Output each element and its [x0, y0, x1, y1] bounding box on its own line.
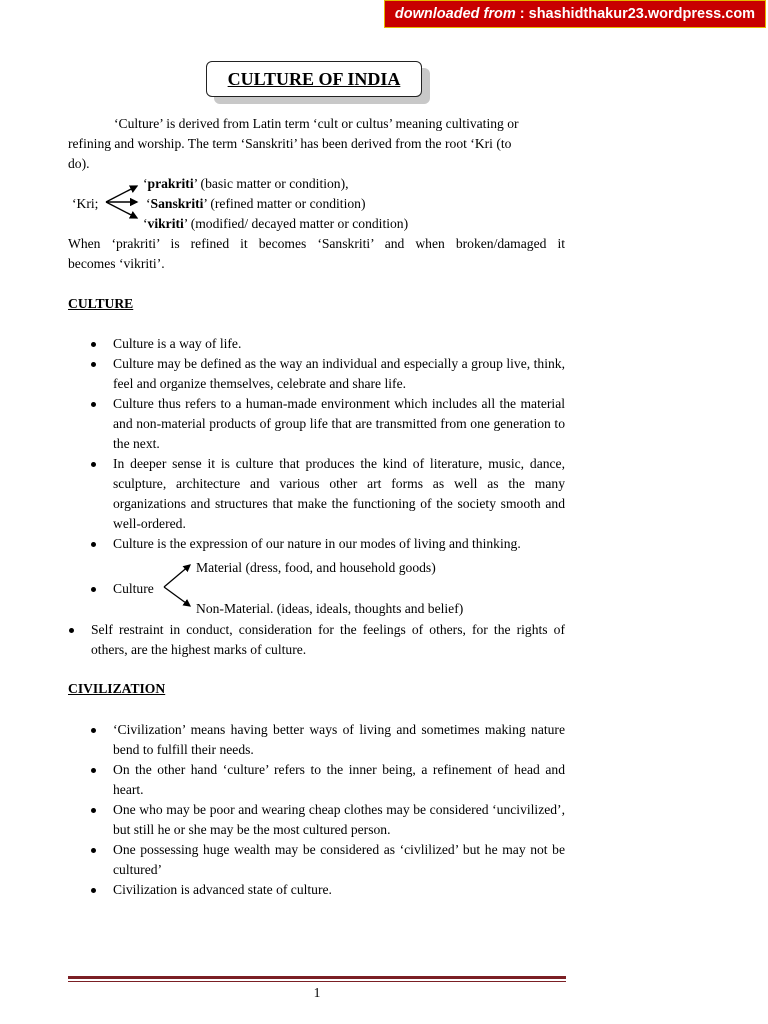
- list-item: [113, 720, 565, 760]
- banner-separator: :: [515, 6, 529, 22]
- banner-label: downloaded from: [394, 6, 516, 22]
- bullet-text: One possessing huge wealth may be considered as ‘civlilized’ but he may not be cultured’: [113, 842, 565, 877]
- page-title-box: [206, 61, 422, 97]
- list-item: [91, 620, 565, 660]
- bullet-dot: [91, 362, 96, 367]
- kri-desc-vikriti: (modified/ decayed matter or condition): [187, 216, 409, 231]
- bullet-text: Civilization is advanced state of culture.: [113, 882, 332, 897]
- transform-note-line-1: When ‘prakriti’ is refined it becomes ‘Sanskriti’ and when broken/damaged it: [68, 236, 565, 251]
- bullet-text: Self restraint in conduct, consideration for the feelings of others, for the rights of others, are the highest marks of culture.: [91, 622, 565, 657]
- kri-term-prakriti: prakriti: [147, 176, 194, 191]
- footer-rule-thin: [68, 981, 566, 982]
- bullet-dot: [91, 888, 96, 893]
- bullet-dot: [91, 342, 96, 347]
- transform-note-line-2: becomes ‘vikriti’.: [68, 256, 165, 271]
- list-item: [113, 334, 565, 354]
- page-number: 1: [313, 985, 321, 1000]
- civilization-bullet-list: [113, 720, 565, 900]
- bullet-text: Culture is a way of life.: [113, 336, 242, 351]
- list-item: [113, 534, 565, 554]
- intro-line-1: ‘Culture’ is derived from Latin term ‘cult or cultus’ meaning cultivating or: [114, 116, 519, 131]
- culture-split-root: Culture: [113, 581, 154, 596]
- bullet-dot: [91, 402, 96, 407]
- bullet-dot: [69, 628, 74, 633]
- list-item: [113, 840, 565, 880]
- bullet-dot: [91, 587, 96, 592]
- list-item: [113, 760, 565, 800]
- list-item: [113, 354, 565, 394]
- footer-rule-thick: [68, 976, 566, 979]
- list-item: [113, 800, 565, 840]
- bullet-dot: [91, 542, 96, 547]
- kri-desc-prakriti: (basic matter or condition),: [197, 176, 349, 191]
- culture-split-arrows: [160, 560, 196, 610]
- bullet-text: One who may be poor and wearing cheap clothes may be considered ‘uncivilized’, but still he or she may be the most cultured person.: [113, 802, 565, 837]
- intro-line-2: refining and worship. The term ‘Sanskriti’ has been derived from the root ‘Kri (to: [68, 136, 512, 151]
- list-item: [113, 880, 565, 900]
- download-source-banner: [384, 0, 766, 28]
- bullet-dot: [91, 462, 96, 467]
- bullet-dot: [91, 728, 96, 733]
- bullet-text: ‘Civilization’ means having better ways of living and sometimes making nature bend to fulfill their needs.: [113, 722, 565, 757]
- kri-branch-vikriti: ‘vikriti’ (modified/ decayed matter or condition): [143, 216, 409, 231]
- kri-desc-sanskriti: (refined matter or condition): [206, 196, 366, 211]
- title-container: [206, 61, 422, 99]
- list-item: [113, 454, 565, 534]
- kri-branch-arrows: [104, 180, 144, 220]
- bullet-dot: [91, 808, 96, 813]
- civilization-heading: CIVILIZATION: [68, 681, 166, 696]
- culture-final-bullet-list: [91, 620, 565, 660]
- list-item: [113, 394, 565, 454]
- culture-split-material: Material (dress, food, and household goods): [196, 560, 436, 575]
- kri-term-vikriti: vikriti: [147, 216, 184, 231]
- intro-line-3: do).: [68, 156, 90, 171]
- culture-heading: CULTURE: [68, 296, 134, 311]
- bullet-text: In deeper sense it is culture that produces the kind of literature, music, dance, sculpture, architecture and various other art forms as well as the many organizations and structures that make the functioning of the society smooth and well-ordered.: [113, 456, 565, 531]
- bullet-text: Culture may be defined as the way an individual and especially a group live, think, feel and organize themselves, celebrate and share life.: [113, 356, 565, 391]
- bullet-dot: [91, 768, 96, 773]
- bullet-text: Culture is the expression of our nature in our modes of living and thinking.: [113, 536, 521, 551]
- kri-branch-sanskriti: ‘Sanskriti’ (refined matter or condition): [146, 196, 366, 211]
- culture-split-non-material: Non-Material. (ideas, ideals, thoughts and belief): [196, 601, 464, 616]
- kri-term-sanskriti: Sanskriti: [150, 196, 204, 211]
- banner-site: shashidthakur23.wordpress.com: [528, 6, 756, 22]
- kri-branch-prakriti: ‘prakriti’ (basic matter or condition),: [143, 176, 349, 191]
- culture-bullet-list: [113, 334, 565, 554]
- kri-root: ‘Kri;: [72, 196, 99, 211]
- bullet-text: On the other hand ‘culture’ refers to the inner being, a refinement of head and heart.: [113, 762, 565, 797]
- page-title: CULTURE OF INDIA: [227, 69, 401, 89]
- bullet-text: Culture thus refers to a human-made environment which includes all the material and non-material products of group life that are transmitted from one generation to the next.: [113, 396, 565, 451]
- bullet-dot: [91, 848, 96, 853]
